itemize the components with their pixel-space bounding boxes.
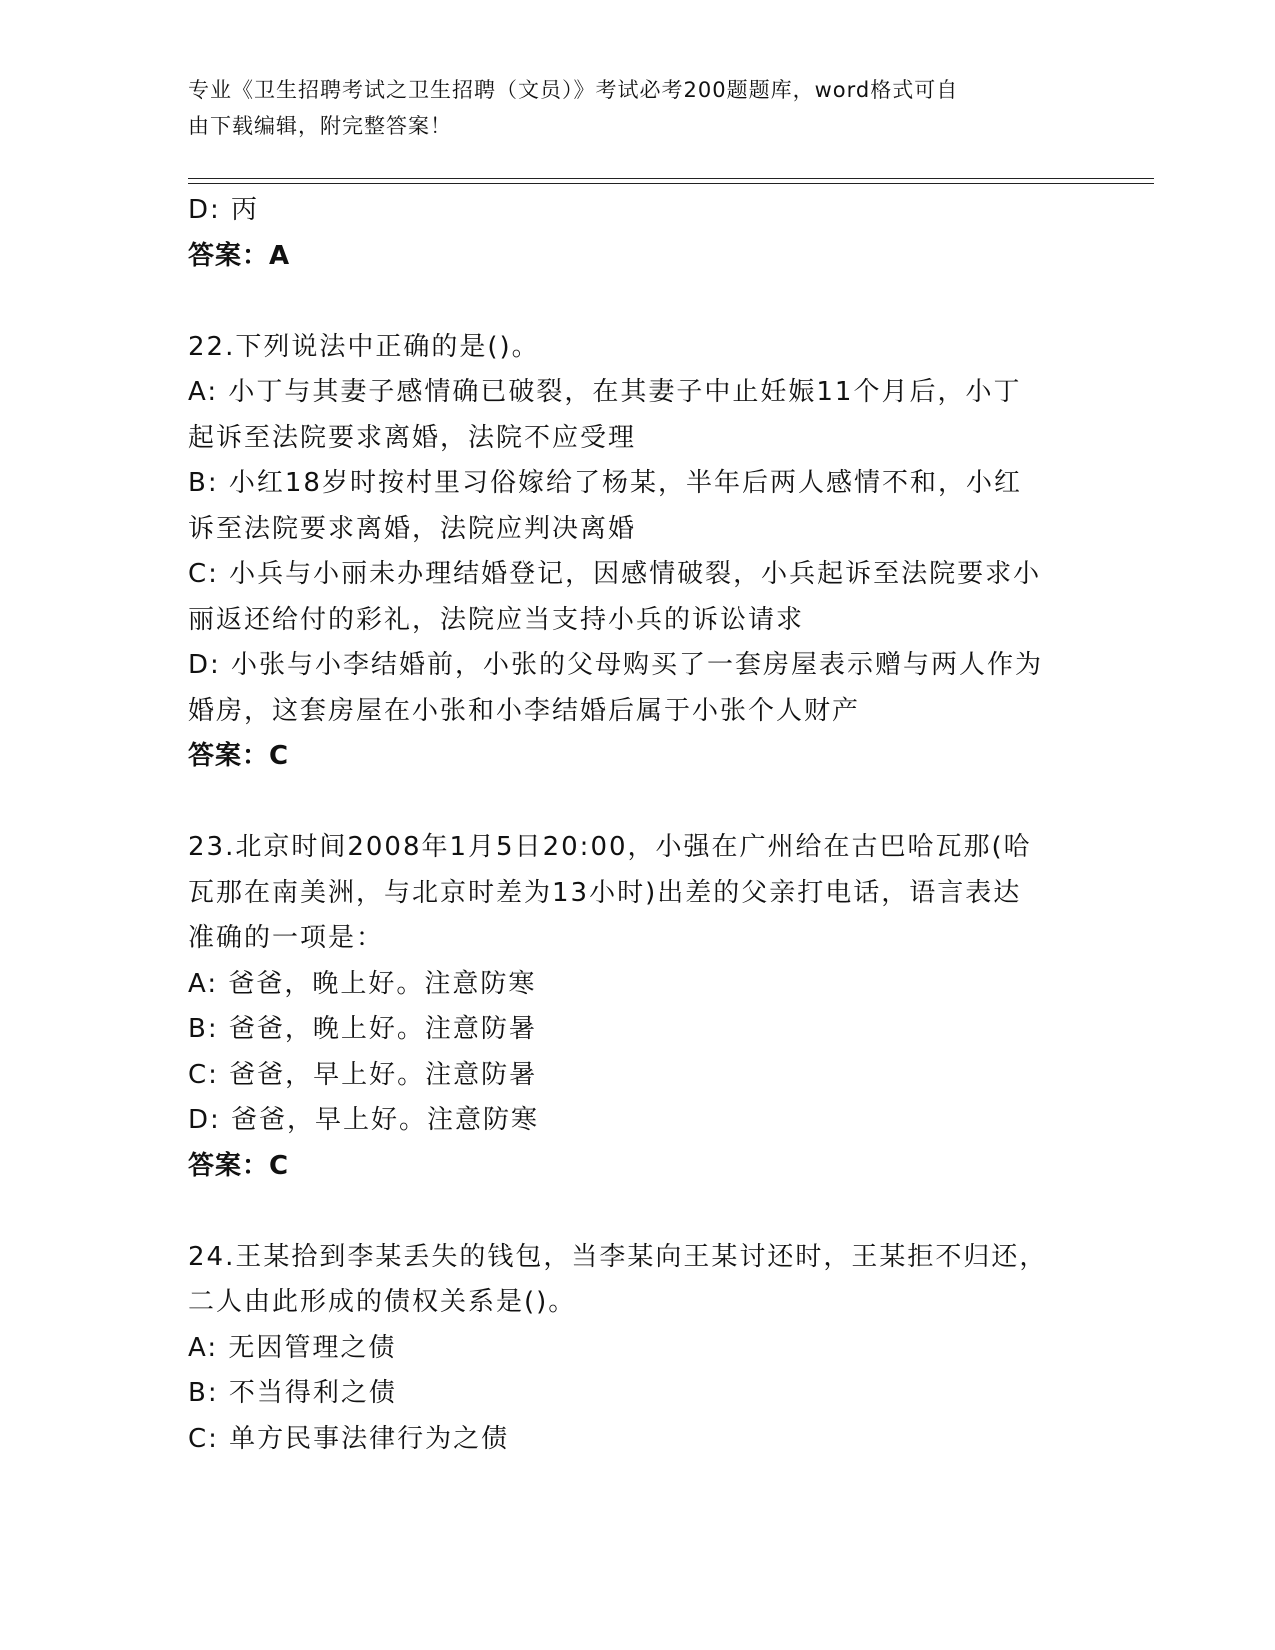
q22-option-b-line-1: B: 小红18岁时按村里习俗嫁给了杨某，半年后两人感情不和，小红 [188,468,1022,498]
q23-option-d: D: 爸爸，早上好。注意防寒 [188,1105,540,1135]
document-header [188,72,1088,144]
question-23 [188,825,1088,1189]
q24-option-c: C: 单方民事法律行为之债 [188,1423,510,1454]
q23-stem-line-3: 准确的一项是： [188,923,385,953]
header-line-2: 由下载编辑，附完整答案！ [188,114,452,138]
q22-option-b-line-2: 诉至法院要求离婚，法院应判决离婚 [188,513,637,544]
question-22 [188,325,1088,780]
q22-option-d-line-2: 婚房，这套房屋在小张和小李结婚后属于小张个人财产 [188,695,861,726]
q21-answer: 答案：A [188,240,291,271]
q22-option-c-line-1: C: 小兵与小丽未办理结婚登记，因感情破裂，小兵起诉至法院要求小 [188,559,1042,589]
q23-option-c: C: 爸爸，早上好。注意防暑 [188,1059,538,1090]
q22-option-a-line-1: A: 小丁与其妻子感情确已破裂，在其妻子中止妊娠11个月后，小丁 [188,377,1022,407]
q22-option-d-line-1: D: 小张与小李结婚前，小张的父母购买了一套房屋表示赠与两人作为 [188,650,1044,680]
q22-answer: 答案：C [188,741,290,771]
q24-option-b: B: 不当得利之债 [188,1378,397,1408]
q23-stem-line-1: 23.北京时间2008年1月5日20:00，小强在广州给在古巴哈瓦那(哈 [188,832,1032,862]
spacer [188,1189,1088,1235]
q21-option-d: D: 丙 [188,195,260,225]
header-divider-bottom [188,183,1154,184]
q23-option-a: A: 爸爸，晚上好。注意防寒 [188,968,537,999]
q24-stem-line-2: 二人由此形成的债权关系是()。 [188,1287,577,1317]
q24-option-a: A: 无因管理之债 [188,1332,397,1363]
q23-stem-line-2: 瓦那在南美洲，与北京时差为13小时)出差的父亲打电话，语言表达 [188,877,1022,908]
q23-answer: 答案：C [188,1150,290,1181]
spacer [188,780,1088,826]
header-line-1: 专业《卫生招聘考试之卫生招聘（文员）》考试必考200题题库，word格式可自 [188,78,959,102]
q24-stem-line-1: 24.王某拾到李某丢失的钱包，当李某向王某讨还时，王某拒不归还， [188,1241,1048,1272]
q22-option-a-line-2: 起诉至法院要求离婚，法院不应受理 [188,422,637,453]
q23-option-b: B: 爸爸，晚上好。注意防暑 [188,1014,537,1044]
spacer [188,279,1088,325]
q22-stem: 22.下列说法中正确的是()。 [188,331,540,362]
question-24 [188,1235,1088,1463]
header-divider-top [188,178,1154,179]
document-body [188,188,1088,1462]
q22-option-c-line-2: 丽返还给付的彩礼，法院应当支持小兵的诉讼请求 [188,604,805,635]
